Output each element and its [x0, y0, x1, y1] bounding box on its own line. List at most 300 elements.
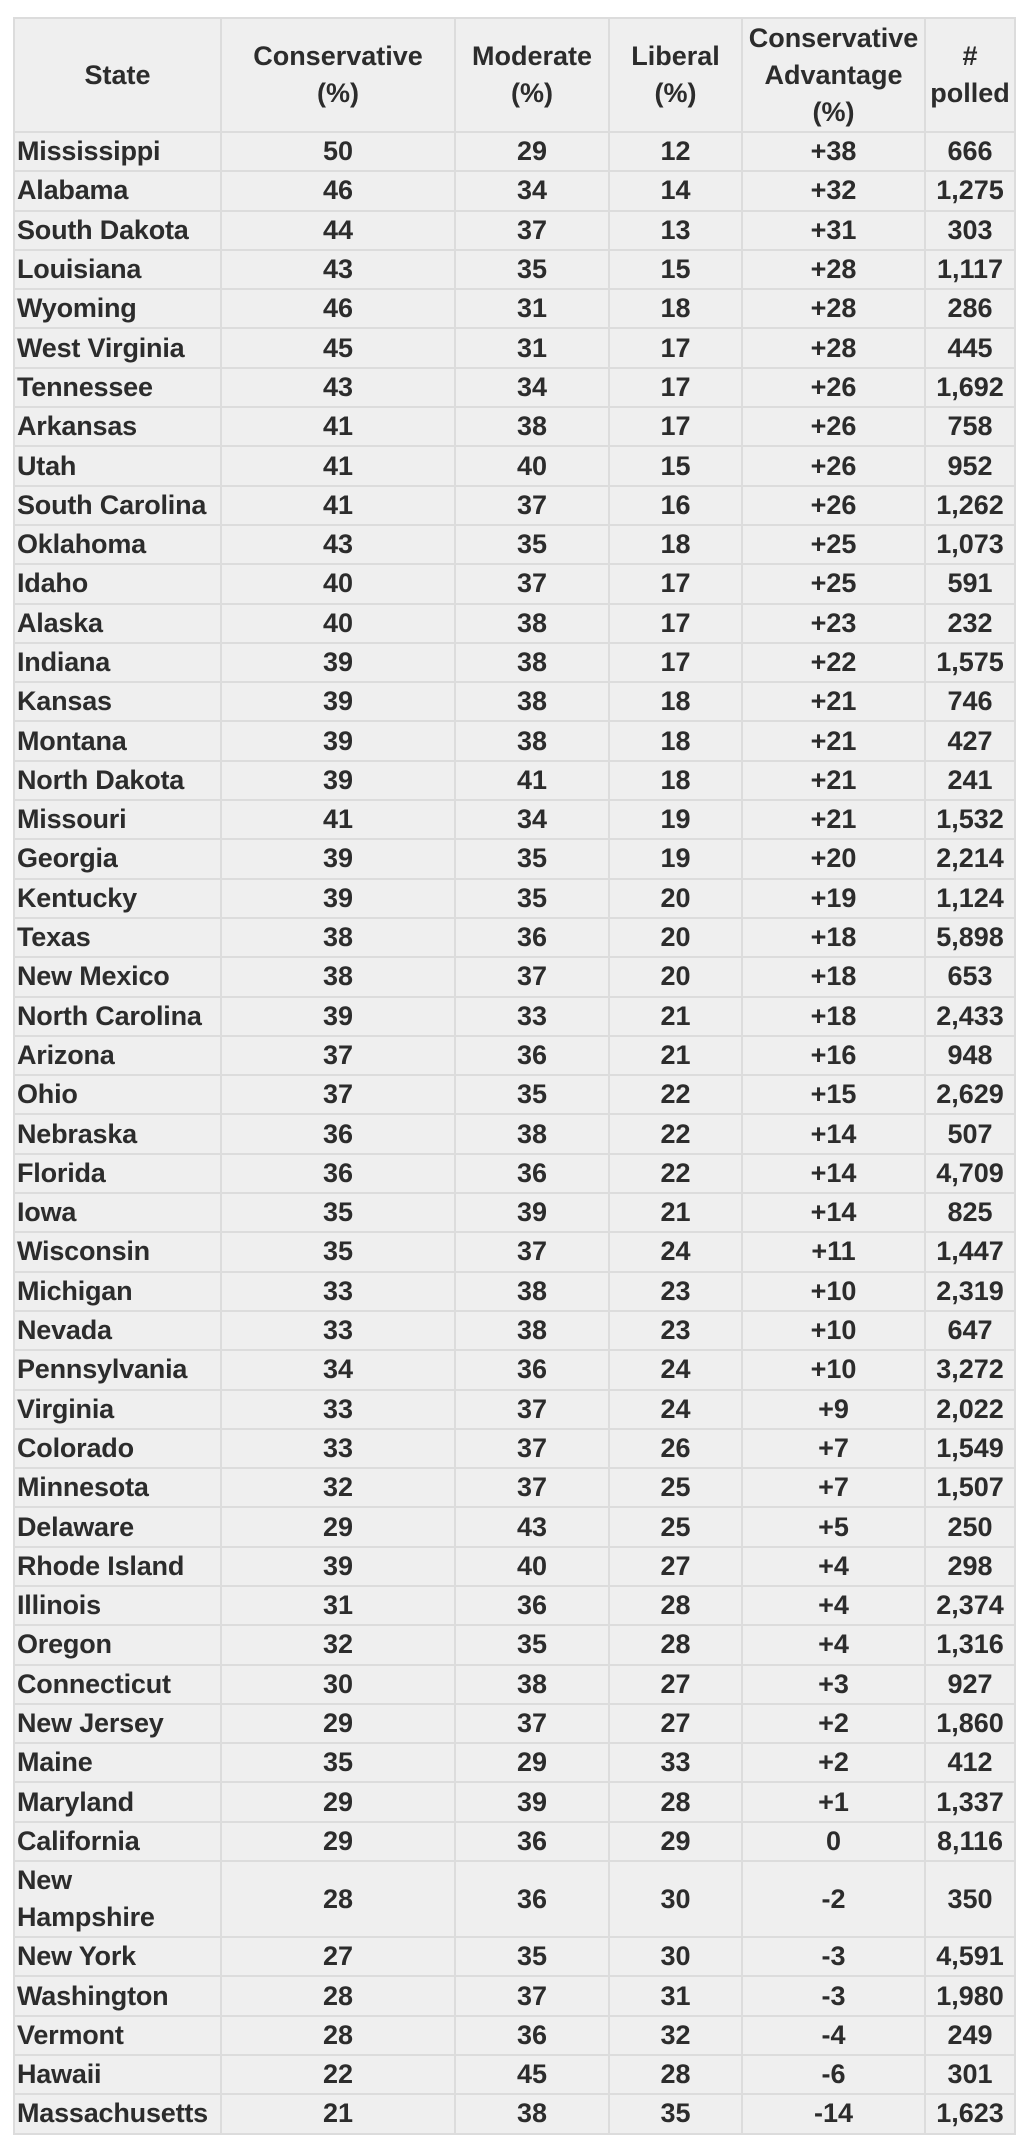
advantage-cell: +3 — [742, 1665, 925, 1704]
state-cell: South Carolina — [14, 486, 221, 525]
liberal-cell: 27 — [609, 1665, 742, 1704]
liberal-cell: 18 — [609, 761, 742, 800]
state-cell: Indiana — [14, 643, 221, 682]
moderate-cell: 37 — [455, 564, 609, 603]
state-cell: North Dakota — [14, 761, 221, 800]
liberal-cell: 22 — [609, 1075, 742, 1114]
table-row — [14, 250, 1015, 289]
conservative-cell: 39 — [221, 721, 455, 760]
table-row — [14, 1937, 1015, 1976]
table-row — [14, 1625, 1015, 1664]
polled-cell: 350 — [925, 1861, 1015, 1937]
state-cell: Ohio — [14, 1075, 221, 1114]
liberal-cell: 18 — [609, 721, 742, 760]
moderate-cell: 36 — [455, 1861, 609, 1937]
conservative-cell: 33 — [221, 1311, 455, 1350]
state-cell: Louisiana — [14, 250, 221, 289]
conservative-cell: 39 — [221, 839, 455, 878]
table-row — [14, 368, 1015, 407]
advantage-cell: +21 — [742, 761, 925, 800]
polled-cell: 303 — [925, 211, 1015, 250]
conservative-cell: 32 — [221, 1468, 455, 1507]
liberal-cell: 15 — [609, 446, 742, 485]
moderate-cell: 36 — [455, 1586, 609, 1625]
moderate-cell: 31 — [455, 328, 609, 367]
state-cell: Rhode Island — [14, 1547, 221, 1586]
conservative-cell: 43 — [221, 250, 455, 289]
state-cell: North Carolina — [14, 997, 221, 1036]
conservative-cell: 33 — [221, 1429, 455, 1468]
conservative-cell: 46 — [221, 289, 455, 328]
polled-cell: 507 — [925, 1114, 1015, 1153]
polled-cell: 1,532 — [925, 800, 1015, 839]
conservative-cell: 33 — [221, 1390, 455, 1429]
polled-cell: 1,447 — [925, 1232, 1015, 1271]
state-cell: Washington — [14, 1976, 221, 2015]
advantage-cell: +21 — [742, 682, 925, 721]
advantage-cell: +28 — [742, 250, 925, 289]
table-row — [14, 1193, 1015, 1232]
conservative-cell: 31 — [221, 1586, 455, 1625]
liberal-cell: 18 — [609, 525, 742, 564]
conservative-cell: 39 — [221, 761, 455, 800]
conservative-cell: 29 — [221, 1704, 455, 1743]
state-cell: Pennsylvania — [14, 1350, 221, 1389]
table-row — [14, 761, 1015, 800]
advantage-cell: +4 — [742, 1547, 925, 1586]
advantage-cell: -3 — [742, 1976, 925, 2015]
table-row — [14, 486, 1015, 525]
liberal-cell: 13 — [609, 211, 742, 250]
table-row — [14, 1976, 1015, 2015]
table-row — [14, 1311, 1015, 1350]
table-row — [14, 1507, 1015, 1546]
advantage-cell: +28 — [742, 328, 925, 367]
conservative-cell: 45 — [221, 328, 455, 367]
table-row — [14, 682, 1015, 721]
liberal-cell: 12 — [609, 132, 742, 171]
conservative-cell: 32 — [221, 1625, 455, 1664]
table-row — [14, 289, 1015, 328]
moderate-cell: 37 — [455, 1976, 609, 2015]
state-cell: Maine — [14, 1743, 221, 1782]
conservative-cell: 38 — [221, 957, 455, 996]
state-cell: Oklahoma — [14, 525, 221, 564]
table-row — [14, 1782, 1015, 1821]
state-cell: Colorado — [14, 1429, 221, 1468]
table-row — [14, 1743, 1015, 1782]
moderate-cell: 38 — [455, 1311, 609, 1350]
table-row — [14, 800, 1015, 839]
table-row — [14, 2055, 1015, 2094]
advantage-cell: +18 — [742, 997, 925, 1036]
advantage-cell: 0 — [742, 1822, 925, 1861]
advantage-cell: +26 — [742, 407, 925, 446]
advantage-cell: +26 — [742, 446, 925, 485]
liberal-cell: 16 — [609, 486, 742, 525]
conservative-cell: 36 — [221, 1114, 455, 1153]
table-row — [14, 957, 1015, 996]
table-body — [14, 132, 1015, 2134]
conservative-cell: 43 — [221, 368, 455, 407]
advantage-cell: -6 — [742, 2055, 925, 2094]
conservative-cell: 44 — [221, 211, 455, 250]
conservative-cell: 39 — [221, 997, 455, 1036]
liberal-cell: 22 — [609, 1154, 742, 1193]
conservative-cell: 43 — [221, 525, 455, 564]
table-row — [14, 879, 1015, 918]
table-row — [14, 1468, 1015, 1507]
moderate-cell: 35 — [455, 839, 609, 878]
liberal-cell: 17 — [609, 564, 742, 603]
moderate-cell: 38 — [455, 604, 609, 643]
table-row — [14, 918, 1015, 957]
table-row — [14, 1586, 1015, 1625]
polled-cell: 5,898 — [925, 918, 1015, 957]
column-header-conservative-advantage: Conservative Advantage (%) — [742, 18, 925, 132]
moderate-cell: 36 — [455, 1350, 609, 1389]
table-row — [14, 2094, 1015, 2133]
moderate-cell: 35 — [455, 525, 609, 564]
conservative-cell: 40 — [221, 604, 455, 643]
conservative-cell: 46 — [221, 171, 455, 210]
liberal-cell: 17 — [609, 407, 742, 446]
liberal-cell: 14 — [609, 171, 742, 210]
liberal-cell: 21 — [609, 1193, 742, 1232]
polled-cell: 1,275 — [925, 171, 1015, 210]
advantage-cell: +25 — [742, 564, 925, 603]
table-row — [14, 1232, 1015, 1271]
table-row — [14, 604, 1015, 643]
moderate-cell: 38 — [455, 721, 609, 760]
polled-cell: 1,124 — [925, 879, 1015, 918]
table-row — [14, 407, 1015, 446]
polled-cell: 232 — [925, 604, 1015, 643]
advantage-cell: +20 — [742, 839, 925, 878]
moderate-cell: 40 — [455, 446, 609, 485]
conservative-cell: 39 — [221, 1547, 455, 1586]
conservative-cell: 37 — [221, 1036, 455, 1075]
moderate-cell: 40 — [455, 1547, 609, 1586]
polled-cell: 825 — [925, 1193, 1015, 1232]
conservative-cell: 37 — [221, 1075, 455, 1114]
advantage-cell: -4 — [742, 2016, 925, 2055]
advantage-cell: +21 — [742, 721, 925, 760]
state-cell: California — [14, 1822, 221, 1861]
moderate-cell: 37 — [455, 1468, 609, 1507]
state-cell: Nebraska — [14, 1114, 221, 1153]
liberal-cell: 20 — [609, 918, 742, 957]
moderate-cell: 36 — [455, 1154, 609, 1193]
advantage-cell: +23 — [742, 604, 925, 643]
table-row — [14, 171, 1015, 210]
state-cell: Kansas — [14, 682, 221, 721]
polled-cell: 286 — [925, 289, 1015, 328]
advantage-cell: +7 — [742, 1468, 925, 1507]
advantage-cell: -14 — [742, 2094, 925, 2133]
polled-cell: 2,214 — [925, 839, 1015, 878]
polled-cell: 1,623 — [925, 2094, 1015, 2133]
advantage-cell: +10 — [742, 1272, 925, 1311]
conservative-cell: 35 — [221, 1193, 455, 1232]
polled-cell: 948 — [925, 1036, 1015, 1075]
polled-cell: 1,575 — [925, 643, 1015, 682]
column-header-liberal: Liberal (%) — [609, 18, 742, 132]
moderate-cell: 35 — [455, 879, 609, 918]
moderate-cell: 36 — [455, 918, 609, 957]
table-row — [14, 564, 1015, 603]
polled-cell: 666 — [925, 132, 1015, 171]
liberal-cell: 28 — [609, 1586, 742, 1625]
polled-cell: 952 — [925, 446, 1015, 485]
polled-cell: 2,374 — [925, 1586, 1015, 1625]
table-row — [14, 132, 1015, 171]
liberal-cell: 27 — [609, 1704, 742, 1743]
moderate-cell: 38 — [455, 1272, 609, 1311]
table-row — [14, 446, 1015, 485]
liberal-cell: 25 — [609, 1468, 742, 1507]
liberal-cell: 24 — [609, 1232, 742, 1271]
moderate-cell: 37 — [455, 1390, 609, 1429]
liberal-cell: 19 — [609, 800, 742, 839]
table-row — [14, 211, 1015, 250]
polled-cell: 758 — [925, 407, 1015, 446]
conservative-cell: 35 — [221, 1232, 455, 1271]
advantage-cell: +5 — [742, 1507, 925, 1546]
liberal-cell: 23 — [609, 1272, 742, 1311]
liberal-cell: 28 — [609, 1782, 742, 1821]
liberal-cell: 21 — [609, 1036, 742, 1075]
liberal-cell: 26 — [609, 1429, 742, 1468]
moderate-cell: 36 — [455, 1822, 609, 1861]
conservative-cell: 39 — [221, 879, 455, 918]
liberal-cell: 28 — [609, 1625, 742, 1664]
conservative-cell: 21 — [221, 2094, 455, 2133]
state-cell: Arizona — [14, 1036, 221, 1075]
moderate-cell: 38 — [455, 643, 609, 682]
state-cell: Iowa — [14, 1193, 221, 1232]
advantage-cell: +10 — [742, 1311, 925, 1350]
advantage-cell: +22 — [742, 643, 925, 682]
polled-cell: 445 — [925, 328, 1015, 367]
liberal-cell: 17 — [609, 643, 742, 682]
polled-cell: 301 — [925, 2055, 1015, 2094]
state-cell: Massachusetts — [14, 2094, 221, 2133]
table-row — [14, 721, 1015, 760]
liberal-cell: 17 — [609, 604, 742, 643]
header-row — [14, 18, 1015, 132]
state-cell: Hawaii — [14, 2055, 221, 2094]
liberal-cell: 33 — [609, 1743, 742, 1782]
polled-cell: 8,116 — [925, 1822, 1015, 1861]
table-row — [14, 1154, 1015, 1193]
state-cell: Kentucky — [14, 879, 221, 918]
state-cell: Nevada — [14, 1311, 221, 1350]
table-row — [14, 1665, 1015, 1704]
polled-cell: 591 — [925, 564, 1015, 603]
polled-cell: 2,629 — [925, 1075, 1015, 1114]
polled-cell: 298 — [925, 1547, 1015, 1586]
polled-cell: 412 — [925, 1743, 1015, 1782]
state-cell: Florida — [14, 1154, 221, 1193]
state-cell: New Jersey — [14, 1704, 221, 1743]
polled-cell: 1,337 — [925, 1782, 1015, 1821]
state-cell: Alabama — [14, 171, 221, 210]
moderate-cell: 31 — [455, 289, 609, 328]
table-row — [14, 328, 1015, 367]
liberal-cell: 25 — [609, 1507, 742, 1546]
polled-cell: 1,860 — [925, 1704, 1015, 1743]
liberal-cell: 31 — [609, 1976, 742, 2015]
conservative-cell: 39 — [221, 643, 455, 682]
state-cell: Georgia — [14, 839, 221, 878]
moderate-cell: 37 — [455, 1704, 609, 1743]
advantage-cell: +19 — [742, 879, 925, 918]
liberal-cell: 22 — [609, 1114, 742, 1153]
liberal-cell: 29 — [609, 1822, 742, 1861]
polled-cell: 653 — [925, 957, 1015, 996]
state-cell: Missouri — [14, 800, 221, 839]
table-row — [14, 1036, 1015, 1075]
state-cell: Utah — [14, 446, 221, 485]
moderate-cell: 36 — [455, 1036, 609, 1075]
advantage-cell: +7 — [742, 1429, 925, 1468]
table-row — [14, 997, 1015, 1036]
polled-cell: 1,549 — [925, 1429, 1015, 1468]
polled-cell: 1,507 — [925, 1468, 1015, 1507]
table-row — [14, 643, 1015, 682]
conservative-cell: 33 — [221, 1272, 455, 1311]
conservative-cell: 35 — [221, 1743, 455, 1782]
polled-cell: 2,319 — [925, 1272, 1015, 1311]
table-row — [14, 1822, 1015, 1861]
table-row — [14, 1390, 1015, 1429]
moderate-cell: 35 — [455, 1937, 609, 1976]
polled-cell: 927 — [925, 1665, 1015, 1704]
advantage-cell: +11 — [742, 1232, 925, 1271]
moderate-cell: 34 — [455, 171, 609, 210]
conservative-cell: 22 — [221, 2055, 455, 2094]
moderate-cell: 36 — [455, 2016, 609, 2055]
advantage-cell: +28 — [742, 289, 925, 328]
polled-cell: 647 — [925, 1311, 1015, 1350]
state-cell: Delaware — [14, 1507, 221, 1546]
column-header-conservative: Conservative (%) — [221, 18, 455, 132]
state-cell: Wyoming — [14, 289, 221, 328]
advantage-cell: +18 — [742, 957, 925, 996]
liberal-cell: 30 — [609, 1937, 742, 1976]
state-cell: New York — [14, 1937, 221, 1976]
polled-cell: 4,709 — [925, 1154, 1015, 1193]
state-cell: Oregon — [14, 1625, 221, 1664]
conservative-cell: 34 — [221, 1350, 455, 1389]
conservative-cell: 41 — [221, 486, 455, 525]
polled-cell: 249 — [925, 2016, 1015, 2055]
state-cell: Virginia — [14, 1390, 221, 1429]
column-header-number-polled: # polled — [925, 18, 1015, 132]
conservative-cell: 29 — [221, 1782, 455, 1821]
liberal-cell: 32 — [609, 2016, 742, 2055]
state-cell: West Virginia — [14, 328, 221, 367]
polled-cell: 4,591 — [925, 1937, 1015, 1976]
moderate-cell: 37 — [455, 486, 609, 525]
moderate-cell: 35 — [455, 1075, 609, 1114]
advantage-cell: +14 — [742, 1193, 925, 1232]
state-cell: Tennessee — [14, 368, 221, 407]
conservative-cell: 28 — [221, 1976, 455, 2015]
liberal-cell: 23 — [609, 1311, 742, 1350]
state-cell: Minnesota — [14, 1468, 221, 1507]
liberal-cell: 24 — [609, 1350, 742, 1389]
liberal-cell: 18 — [609, 289, 742, 328]
moderate-cell: 38 — [455, 682, 609, 721]
conservative-cell: 30 — [221, 1665, 455, 1704]
moderate-cell: 39 — [455, 1782, 609, 1821]
state-cell: Arkansas — [14, 407, 221, 446]
liberal-cell: 27 — [609, 1547, 742, 1586]
moderate-cell: 39 — [455, 1193, 609, 1232]
polled-cell: 1,262 — [925, 486, 1015, 525]
advantage-cell: +26 — [742, 368, 925, 407]
conservative-cell: 27 — [221, 1937, 455, 1976]
liberal-cell: 17 — [609, 328, 742, 367]
polled-cell: 1,316 — [925, 1625, 1015, 1664]
conservative-cell: 38 — [221, 918, 455, 957]
table-row — [14, 2016, 1015, 2055]
advantage-cell: +25 — [742, 525, 925, 564]
advantage-cell: +31 — [742, 211, 925, 250]
moderate-cell: 38 — [455, 1114, 609, 1153]
polled-cell: 2,433 — [925, 997, 1015, 1036]
liberal-cell: 17 — [609, 368, 742, 407]
liberal-cell: 24 — [609, 1390, 742, 1429]
moderate-cell: 35 — [455, 1625, 609, 1664]
conservative-cell: 50 — [221, 132, 455, 171]
liberal-cell: 15 — [609, 250, 742, 289]
state-cell: Vermont — [14, 2016, 221, 2055]
state-cell: New Hampshire — [14, 1861, 221, 1937]
conservative-cell: 41 — [221, 407, 455, 446]
state-cell: Maryland — [14, 1782, 221, 1821]
moderate-cell: 38 — [455, 2094, 609, 2133]
liberal-cell: 19 — [609, 839, 742, 878]
polled-cell: 250 — [925, 1507, 1015, 1546]
table-row — [14, 1272, 1015, 1311]
table-row — [14, 1350, 1015, 1389]
advantage-cell: +21 — [742, 800, 925, 839]
liberal-cell: 35 — [609, 2094, 742, 2133]
advantage-cell: +18 — [742, 918, 925, 957]
conservative-cell: 28 — [221, 2016, 455, 2055]
moderate-cell: 37 — [455, 1429, 609, 1468]
moderate-cell: 34 — [455, 800, 609, 839]
liberal-cell: 21 — [609, 997, 742, 1036]
advantage-cell: +4 — [742, 1586, 925, 1625]
conservative-cell: 41 — [221, 446, 455, 485]
advantage-cell: +14 — [742, 1154, 925, 1193]
conservative-cell: 39 — [221, 682, 455, 721]
conservative-cell: 29 — [221, 1507, 455, 1546]
ideology-by-state-table — [13, 17, 1016, 2135]
polled-cell: 241 — [925, 761, 1015, 800]
moderate-cell: 37 — [455, 957, 609, 996]
conservative-cell: 40 — [221, 564, 455, 603]
state-cell: Michigan — [14, 1272, 221, 1311]
liberal-cell: 20 — [609, 957, 742, 996]
advantage-cell: +1 — [742, 1782, 925, 1821]
advantage-cell: +2 — [742, 1743, 925, 1782]
conservative-cell: 29 — [221, 1822, 455, 1861]
